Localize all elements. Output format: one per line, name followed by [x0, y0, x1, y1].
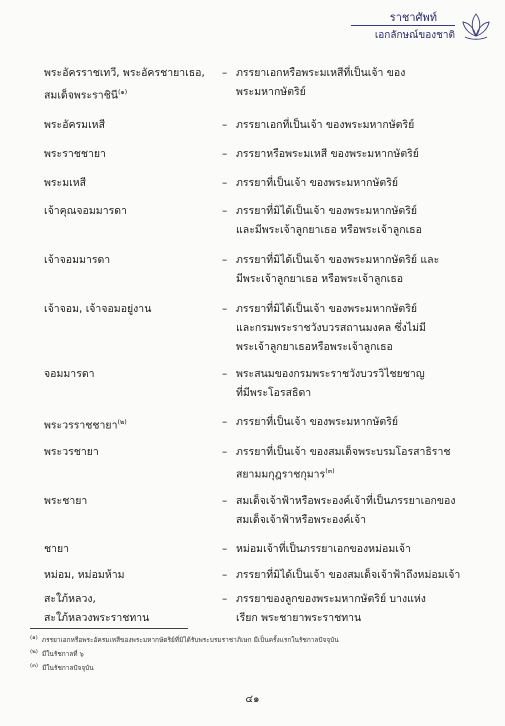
header-title: ราชาศัพท์ [389, 11, 437, 24]
dash-separator: – [222, 416, 228, 428]
dash-separator: – [222, 67, 228, 79]
entry-term: หม่อม, หม่อมห้าม [44, 569, 125, 581]
entry-definition: ภรรยาหรือพระมเหสี ของพระมหากษัตริย์ [236, 148, 419, 160]
entry-term: พระราชชายา [44, 148, 106, 160]
dash-separator: – [222, 205, 228, 217]
dash-separator: – [222, 446, 228, 458]
entry-definition: พระสนมของกรมพระราชวังบวรวิไชยชาญ ที่มีพระโอรสธิดา [236, 368, 425, 399]
entry-term: จอมมารดา [44, 368, 95, 380]
dash-separator: – [222, 119, 228, 131]
entry-term: สะใภ้หลวง, สะใภ้หลวงพระราชทาน [44, 593, 150, 624]
entry-term: พระชายา [44, 495, 88, 507]
entry-term: ชายา [44, 543, 70, 555]
header-subtitle: เอกลักษณ์ของชาติ [374, 30, 455, 41]
entry-definition: ภรรยาที่มิได้เป็นเจ้า ของพระมหากษัตริย์ และมีพระเจ้าลูกยาเธอ หรือพระเจ้าลูกเธอ [236, 205, 422, 236]
dash-separator: – [222, 148, 228, 160]
dash-separator: – [222, 593, 228, 605]
dash-separator: – [222, 495, 228, 507]
entry-definition: ภรรยาที่เป็นเจ้า ของพระมหากษัตริย์ [236, 416, 399, 428]
entry-definition: ภรรยาเอกที่เป็นเจ้า ของพระมหากษัตริย์ [236, 119, 415, 131]
footnote: $^{(๑)}$ ภรรยาเอกหรือพระอัครมเหสีของพระมหากษัตริย์ที่มิได้รับพระบรมราชาภิเษก มีเป็นครั้งแรกในรัชกาลปัจจุบัน [30, 635, 339, 645]
page-number: ๔๑ [245, 694, 260, 705]
entry-definition: ภรรยาที่เป็นเจ้า ของสมเด็จพระบรมโอรสาธิราช สยามมกุฎราชกุมาร$^{(๓)}$ [236, 446, 451, 481]
entry-definition: ภรรยาเอกหรือพระมเหสีที่เป็นเจ้า ของ พระมหากษัตริย์ [236, 67, 406, 98]
entry-definition: ภรรยาที่เป็นเจ้า ของพระมหากษัตริย์ [236, 177, 399, 189]
footnote-divider [30, 628, 188, 629]
footnote: $^{(๒)}$ มีในรัชกาลที่ ๖ [30, 649, 84, 659]
lotus-emblem-icon [459, 10, 493, 44]
entry-term: เจ้าจอม, เจ้าจอมอยู่งาน [44, 303, 152, 315]
header-rule [351, 25, 455, 26]
entry-term: พระอัครมเหสี [44, 119, 106, 131]
dash-separator: – [222, 254, 228, 266]
entry-term: เจ้าคุณจอมมารดา [44, 205, 127, 217]
entry-term: พระวรชายา [44, 446, 99, 458]
dash-separator: – [222, 569, 228, 581]
entry-definition: ภรรยาของลูกของพระมหากษัตริย์ บางแห่ง เรียก พระชายาพระราชทาน [236, 593, 426, 624]
entry-definition: ภรรยาที่มิได้เป็นเจ้า ของสมเด็จเจ้าฟ้าถึงหม่อมเจ้า [236, 569, 461, 581]
entry-definition: หม่อมเจ้าที่เป็นภรรยาเอกของหม่อมเจ้า [236, 543, 411, 555]
entry-definition: สมเด็จเจ้าฟ้าหรือพระองค์เจ้าที่เป็นภรรยาเอกของ สมเด็จเจ้าฟ้าหรือพระองค์เจ้า [236, 495, 456, 526]
footnotes [30, 632, 480, 674]
entry-definition: ภรรยาที่มิได้เป็นเจ้า ของพระมหากษัตริย์ และ มีพระเจ้าลูกยาเธอ หรือพระเจ้าลูกเธอ [236, 254, 440, 285]
entry-term: พระมเหสี [44, 177, 87, 189]
entry-term: พระอัครราชเทวี, พระอัครชายาเธอ, สมเด็จพระราชินี$^{(๑)}$ [44, 67, 205, 102]
dash-separator: – [222, 368, 228, 380]
dash-separator: – [222, 177, 228, 189]
entry-definition: ภรรยาที่มิได้เป็นเจ้า ของพระมหากษัตริย์ และกรมพระราชวังบวรสถานมงคล ซึ่งไม่มี พระเจ้าลูกยาเธอหรือพระเจ้าลูกเธอ [236, 303, 426, 353]
footnote: $^{(๓)}$ มีในรัชกาลปัจจุบัน [30, 663, 94, 673]
page-header [335, 6, 495, 50]
dash-separator: – [222, 543, 228, 555]
entry-term: เจ้าจอมมารดา [44, 254, 111, 266]
entry-term: พระวรราชชายา$^{(๒)}$ [44, 418, 127, 432]
dash-separator: – [222, 303, 228, 315]
